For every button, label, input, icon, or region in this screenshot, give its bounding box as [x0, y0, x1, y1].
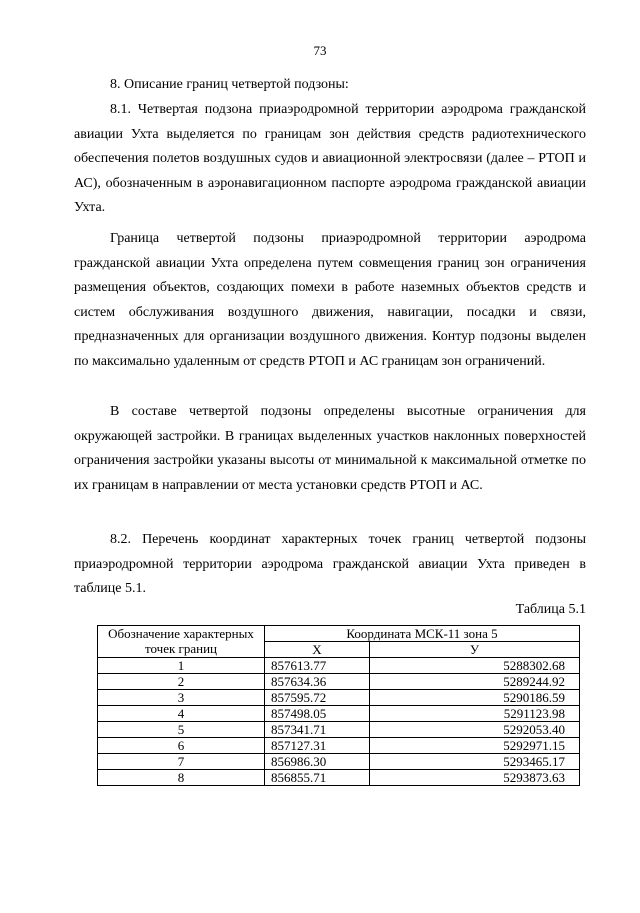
table-caption: Таблица 5.1	[515, 602, 586, 617]
page-number: 73	[313, 43, 327, 58]
coord-y: 5292971.15	[370, 738, 580, 754]
header-coordinate: Координата МСК-11 зона 5	[265, 626, 580, 642]
header-x: X	[265, 642, 370, 658]
point-number: 7	[98, 754, 265, 770]
point-number: 6	[98, 738, 265, 754]
table-header-row	[98, 626, 580, 642]
coord-x: 857613.77	[265, 658, 370, 674]
header-y: У	[370, 642, 580, 658]
point-number: 8	[98, 770, 265, 786]
point-number: 1	[98, 658, 265, 674]
section-heading: 8. Описание границ четвертой подзоны:	[110, 77, 349, 92]
coord-y: 5289244.92	[370, 674, 580, 690]
coord-x: 857498.05	[265, 706, 370, 722]
paragraph-heights-block	[74, 400, 586, 498]
coordinates-table	[97, 625, 580, 786]
paragraph-8-1-block	[74, 98, 586, 221]
paragraph-border-definition: Граница четвертой подзоны приаэродромной территории аэродрома гражданской авиации Ухта определена путем совмещения границ зон ограничения размещения объектов, создающих помехи в работе наземных объектов средств и систем обслуживания воздушного движения, навигации, посадки и связи, предназначенных для организации воздушного движения. Контур подзоны выделен по максимально удаленным от средств РТОП и АС границам зон ограничений.	[74, 231, 586, 369]
section-heading-block	[74, 73, 586, 98]
coord-y: 5290186.59	[370, 690, 580, 706]
point-number: 3	[98, 690, 265, 706]
point-number: 5	[98, 722, 265, 738]
point-number: 2	[98, 674, 265, 690]
coord-y: 5292053.40	[370, 722, 580, 738]
paragraph-border-block	[74, 227, 586, 375]
header-designation: Обозначение характерных точек границ	[98, 626, 265, 658]
coord-y: 5293465.17	[370, 754, 580, 770]
point-number: 4	[98, 706, 265, 722]
coord-x: 857634.36	[265, 674, 370, 690]
coord-x: 857595.72	[265, 690, 370, 706]
table-row	[98, 770, 580, 786]
coord-x: 856986.30	[265, 754, 370, 770]
paragraph-8-2-block	[74, 528, 586, 602]
table-row	[98, 658, 580, 674]
paragraph-8-1: 8.1. Четвертая подзона приаэродромной территории аэродрома гражданской авиации Ухта выделяется по границам зон действия средств радиотехнического обеспечения полетов воздушных судов и авиационной электросвязи (далее – РТОП и АС), обозначенным в аэронавигационном паспорте аэродрома гражданской авиации Ухта.	[74, 102, 586, 216]
table-row	[98, 754, 580, 770]
table-row	[98, 738, 580, 754]
coord-x: 857127.31	[265, 738, 370, 754]
paragraph-8-2: 8.2. Перечень координат характерных точек границ четвертой подзоны приаэродромной территории аэродрома гражданской авиации Ухта приведен в таблице 5.1.	[74, 532, 586, 597]
paragraph-height-restrictions: В составе четвертой подзоны определены высотные ограничения для окружающей застройки. В границах выделенных участков наклонных поверхностей ограничения застройки указаны высоты от минимальной к максимальной отметке по их границам в направлении от места установки средств РТОП и АС.	[74, 404, 586, 493]
table-row	[98, 722, 580, 738]
table-row	[98, 690, 580, 706]
coord-x: 857341.71	[265, 722, 370, 738]
coord-x: 856855.71	[265, 770, 370, 786]
table-row	[98, 674, 580, 690]
coord-y: 5293873.63	[370, 770, 580, 786]
coord-y: 5288302.68	[370, 658, 580, 674]
table-row	[98, 706, 580, 722]
coord-y: 5291123.98	[370, 706, 580, 722]
